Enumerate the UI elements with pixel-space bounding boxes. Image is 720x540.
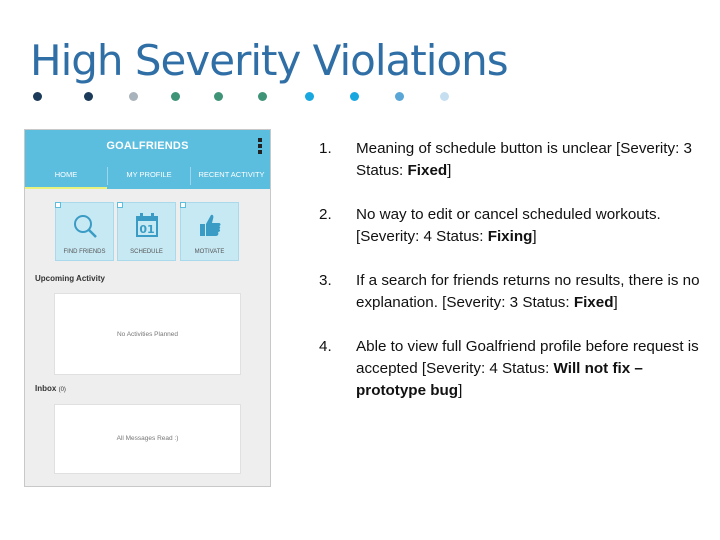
decorative-dot-row	[33, 92, 463, 106]
inbox-count: (0)	[58, 387, 66, 393]
schedule-button[interactable]	[117, 202, 176, 261]
dot	[214, 92, 223, 101]
issue-suffix: ]	[458, 382, 463, 399]
issue-status: Fixed	[573, 294, 614, 311]
tile-label: MOTIVATE	[194, 249, 225, 255]
app-header	[25, 130, 270, 163]
app-title: GOALFRIENDS	[106, 140, 189, 152]
inbox-heading	[35, 384, 66, 393]
slide-title: High Severity Violations	[30, 36, 508, 85]
dot	[258, 92, 267, 101]
magnifier-icon	[56, 211, 113, 241]
issue-text: No way to edit or cancel scheduled workouts. [Severity: 4 Status:	[356, 206, 661, 245]
kebab-menu-icon[interactable]	[258, 138, 262, 156]
dot	[171, 92, 180, 101]
tile-corner	[180, 202, 186, 208]
list-item	[319, 204, 715, 248]
list-item	[319, 138, 715, 182]
dot	[129, 92, 138, 101]
issue-text: If a search for friends returns no results, there is no explanation. [Severity: 3 Status:	[356, 272, 700, 311]
issue-text: Meaning of schedule button is unclear [Severity: 3 Status:	[356, 140, 693, 179]
list-number: 2.	[319, 206, 332, 223]
violations-list	[319, 138, 715, 424]
list-number: 4.	[319, 338, 332, 355]
tab-recent-activity[interactable]: RECENT ACTIVITY	[198, 170, 265, 179]
tab-my-profile[interactable]: MY PROFILE	[126, 170, 172, 179]
tab-bar	[25, 163, 270, 189]
dot	[305, 92, 314, 101]
upcoming-activity-heading: Upcoming Activity	[35, 274, 105, 283]
tile-corner	[117, 202, 123, 208]
tile-label: FIND FRIENDS	[63, 249, 106, 255]
dot	[395, 92, 404, 101]
dot	[440, 92, 449, 101]
list-item	[319, 336, 715, 402]
dot	[84, 92, 93, 101]
inbox-card	[54, 404, 241, 474]
upcoming-activity-card	[54, 293, 241, 375]
issue-status: Fixing	[487, 228, 533, 245]
thumbs-up-icon	[181, 211, 238, 241]
app-screenshot	[24, 129, 271, 487]
dot	[33, 92, 42, 101]
calendar-day: 01	[138, 223, 155, 236]
issue-text: Able to view full Goalfriend profile before request is accepted [Severity: 4 Status:	[356, 338, 699, 377]
empty-inbox-text: All Messages Read :)	[116, 435, 179, 442]
list-number: 3.	[319, 272, 332, 289]
issue-suffix: ]	[532, 228, 537, 245]
tile-label: SCHEDULE	[130, 249, 163, 255]
tile-corner	[55, 202, 61, 208]
list-item	[319, 270, 715, 314]
motivate-button[interactable]	[180, 202, 239, 261]
calendar-icon	[118, 211, 175, 241]
issue-status: Will not fix – prototype bug	[356, 360, 643, 399]
inbox-label: Inbox	[35, 384, 57, 393]
dot	[350, 92, 359, 101]
issue-suffix: ]	[613, 294, 618, 311]
find-friends-button[interactable]	[55, 202, 114, 261]
empty-activity-text: No Activities Planned	[116, 331, 179, 338]
tab-home[interactable]: HOME	[25, 163, 107, 189]
issue-suffix: ]	[447, 162, 452, 179]
issue-status: Fixed	[407, 162, 448, 179]
list-number: 1.	[319, 140, 332, 157]
